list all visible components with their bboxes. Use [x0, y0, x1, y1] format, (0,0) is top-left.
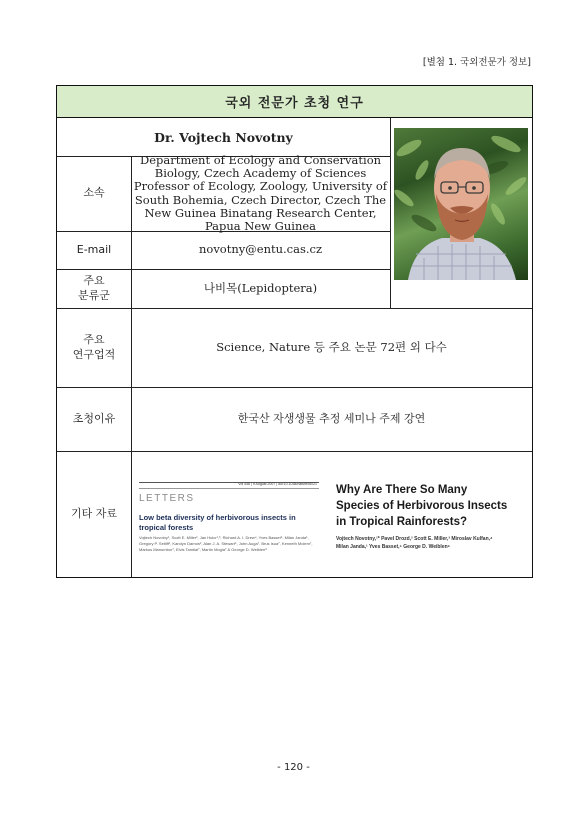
letters-title-line: tropical forests — [139, 522, 194, 532]
letters-header: LETTERS — [139, 493, 195, 504]
table-title: 국외 전문가 초청 연구 — [57, 86, 532, 118]
why-author-line: Vojtech Novotny,¹* Pavel Drozd,² Scott E. Miller,³ Miroslav Kulfan,⁴ — [336, 536, 493, 543]
letters-topbar — [139, 482, 319, 489]
why-title-line: Species of Herbivorous Insects — [336, 500, 508, 513]
why-title — [336, 482, 531, 530]
reason-label: 초청이유 — [72, 411, 116, 425]
affiliation-line: Professor of Ecology, Zoology, University of — [133, 179, 388, 194]
letters-title — [139, 513, 319, 533]
reason-value: 한국산 자생생물 추정 세미나 주제 강연 — [237, 411, 426, 425]
why-paper-thumbnail — [336, 482, 531, 551]
portrait-illustration — [394, 128, 528, 280]
taxon-label-line: 주요 — [83, 274, 105, 288]
achievements-value: Science, Nature 등 주요 논문 72편 외 다수 — [216, 339, 447, 354]
expert-name: Dr. Vojtech Novotny — [154, 129, 293, 145]
why-authors — [336, 536, 531, 551]
taxon-value: 나비목(Lepidoptera) — [203, 280, 318, 295]
affiliation-line: Biology, Czech Academy of Sciences — [154, 166, 367, 181]
expert-info-table — [56, 85, 533, 578]
affiliation-label: 소속 — [83, 186, 105, 200]
other-materials-cell — [131, 452, 532, 577]
affiliation-line: Department of Ecology and Conservation — [139, 152, 382, 167]
photo-cell — [390, 118, 532, 289]
letters-tag: Vol 448 | 9 August 2007 | doi:10.1038/nature06021 — [238, 482, 317, 486]
affiliation-line: South Bohemia, Czech Director, Czech The — [134, 192, 387, 207]
letters-paper-thumbnail — [139, 482, 319, 562]
expert-photo — [394, 128, 528, 280]
email-value: novotny@entu.cas.cz — [198, 242, 323, 257]
email-label: E-mail — [76, 242, 112, 256]
affiliation-line: New Guinea Binatang Research Center, — [144, 205, 377, 220]
achievements-label — [57, 308, 131, 387]
taxon-label-line: 분류군 — [78, 288, 110, 302]
why-title-line: Why Are There So Many — [336, 484, 468, 496]
annex-label: [별첨 1. 국외전문가 정보] — [422, 57, 531, 68]
achievements-label-line: 주요 — [83, 333, 105, 347]
taxon-label — [57, 269, 131, 308]
letters-authors: Vojtech Novotny¹, Scott E. Miller², Jan Hulcr¹,³, Richard A. I. Drew⁴, Yves Basset⁵, Milan Janda¹, Gregory P. Setliff¹, Karolyn Darrow², Alan J. A. Stewart⁶, John Auga⁷, Brus Isua⁷, Kenneth Molem⁷, Markus Manumbor⁷, Elvis Tamtiai⁷, Martin Mogia⁷ & George D. Weiblen⁸ — [139, 535, 313, 552]
affiliation-value — [131, 152, 390, 233]
page-number: - 120 - — [277, 762, 310, 773]
affiliation-line: Papua New Guinea — [204, 218, 317, 233]
achievements-label-line: 연구업적 — [72, 347, 116, 361]
why-title-line: in Tropical Rainforests? — [336, 516, 467, 529]
why-author-line: Milan Janda,¹ Yves Basset,⁵ George D. Weiblen⁶ — [336, 543, 450, 550]
letters-title-line: Low beta diversity of herbivorous insects in — [139, 513, 296, 522]
other-materials-label: 기타 자료 — [70, 506, 117, 520]
